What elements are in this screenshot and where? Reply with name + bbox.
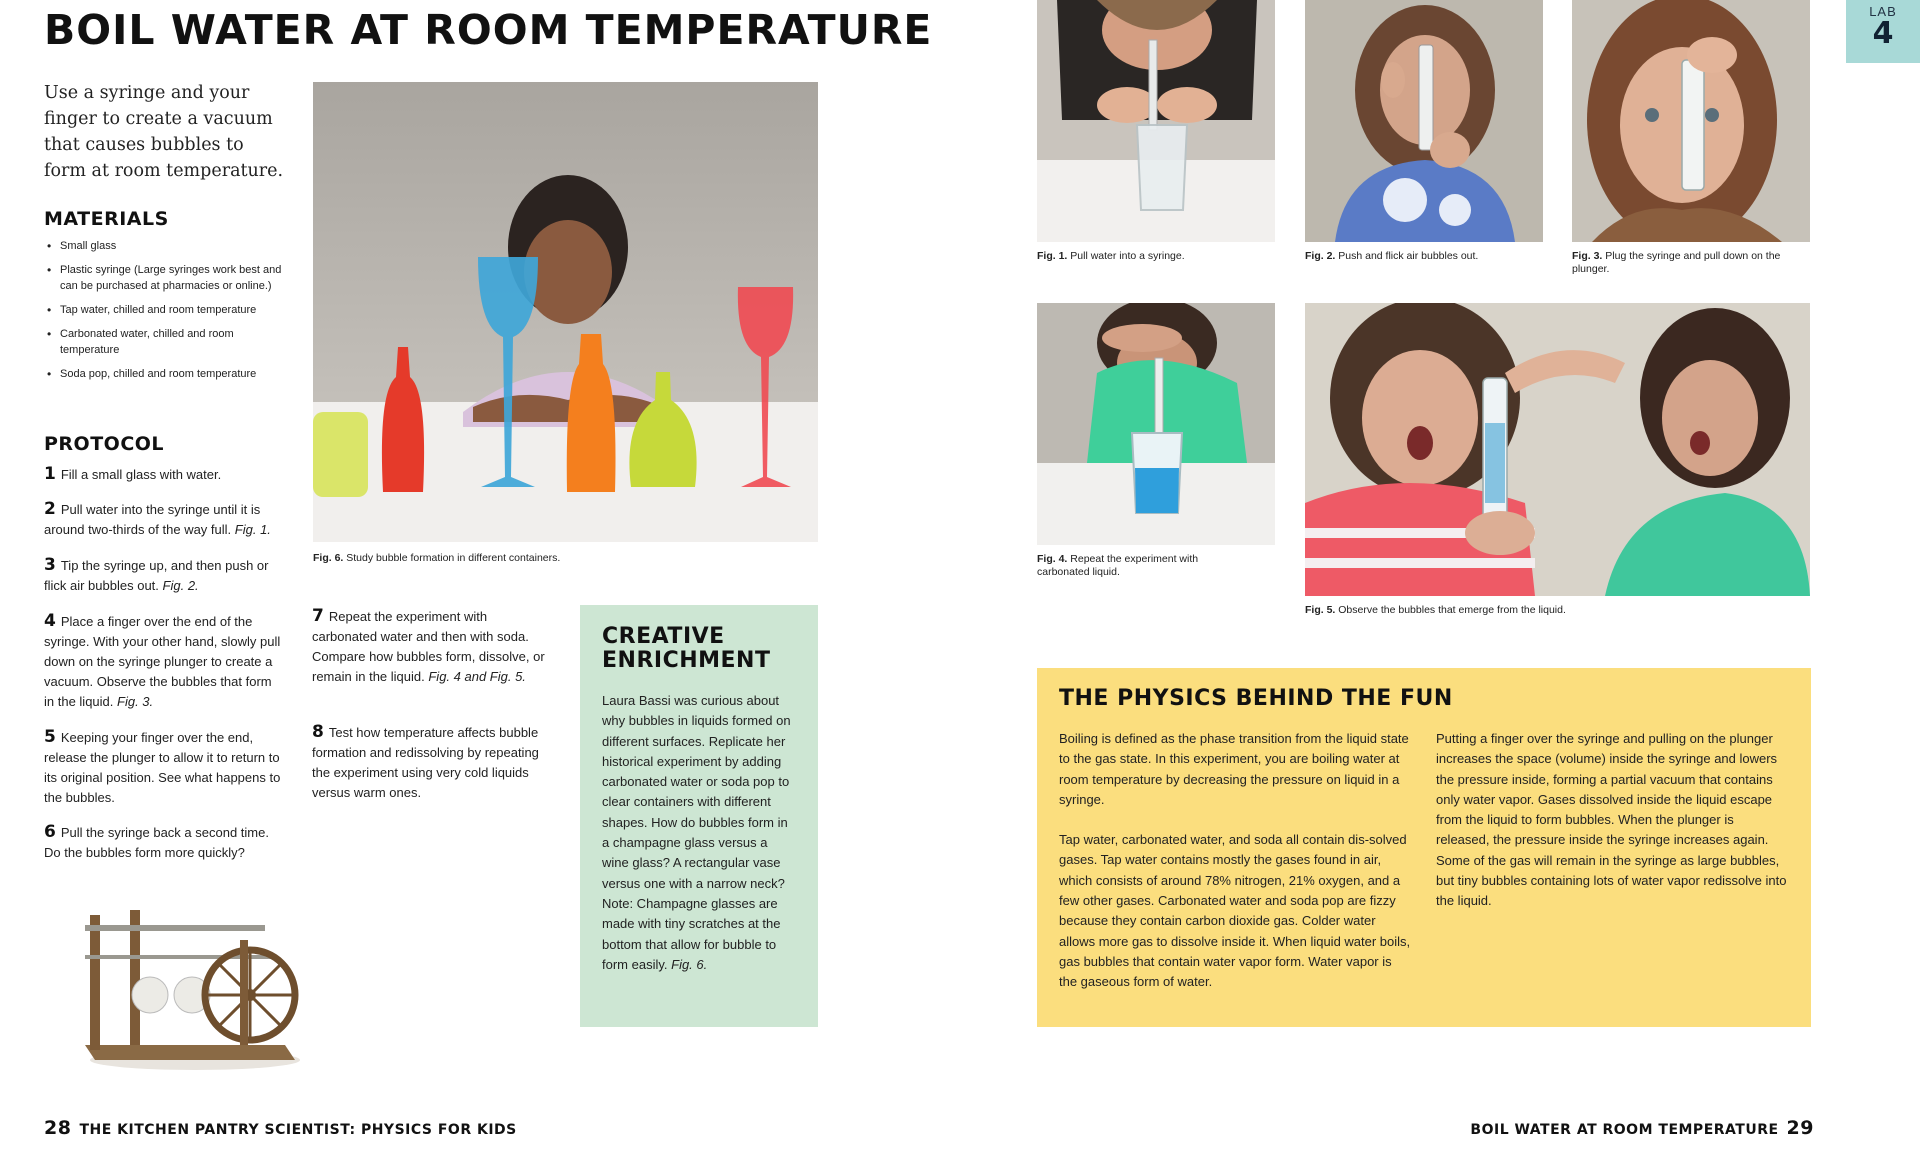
fig6-caption: Fig. 6. Study bubble formation in different containers.: [313, 552, 561, 564]
lab-label: LAB: [1869, 4, 1897, 19]
protocol-heading: PROTOCOL: [44, 433, 165, 455]
fig5-photo: [1305, 303, 1810, 596]
materials-list: [44, 238, 284, 390]
protocol-step: 6 Pull the syringe back a second time. Do the bubbles form more quickly?: [44, 822, 269, 860]
carbonated-liquid-image: [1037, 303, 1275, 545]
fig1-photo: [1037, 0, 1275, 242]
materials-heading: MATERIALS: [44, 208, 169, 230]
fig2-photo: [1305, 0, 1543, 242]
colored-containers-image: [313, 82, 818, 542]
material-item: • Soda pop, chilled and room temperature: [44, 366, 284, 382]
physics-column-2: [1436, 729, 1789, 1013]
protocol-step: 2 Pull water into the syringe until it is around two-thirds of the way full. Fig. 1.: [44, 499, 271, 537]
physics-paragraph: Boiling is defined as the phase transition from the liquid state to the gas state. In this experiment, you are boiling water at room temperature by decreasing the pressure on liquid in a syringe.: [1059, 731, 1409, 807]
fig2-caption: Fig. 2. Push and flick air bubbles out.: [1305, 250, 1479, 262]
creative-text: Laura Bassi was curious about why bubbles in liquids formed on different surfaces. Replicate her historical experiment by adding carbonated water or soda pop to clear containers with different shapes. How do bubbles form in a champagne glass versus a wine glass? A rectangular vase versus one with a narrow neck? Note: Champagne glasses are made with tiny scratches at the bottom that allow for bubble to form easily. Fig. 6.: [602, 693, 791, 972]
flick-bubbles-image: [1305, 0, 1543, 242]
material-item: • Carbonated water, chilled and room temperature: [44, 326, 284, 358]
protocol-step: 8 Test how temperature affects bubble formation and redissolving by repeating the experiment using very cold liquids versus warm ones.: [312, 722, 539, 800]
page-number-right: 29: [1786, 1117, 1814, 1139]
plug-syringe-image: [1572, 0, 1810, 242]
physics-heading: THE PHYSICS BEHIND THE FUN: [1059, 686, 1453, 711]
lab-tab: [1846, 0, 1920, 63]
page-number-left: 28: [44, 1117, 72, 1139]
chapter-title: BOIL WATER AT ROOM TEMPERATURE: [1470, 1122, 1779, 1138]
protocol-step: 3 Tip the syringe up, and then push or flick air bubbles out. Fig. 2.: [44, 555, 269, 593]
creative-enrichment-box: [580, 605, 818, 1027]
fig3-photo: [1572, 0, 1810, 242]
protocol-step: 4 Place a finger over the end of the syringe. With your other hand, slowly pull down on the syringe plunger to create a vacuum. Observe the bubbles that form in the liquid. Fig. 3.: [44, 611, 281, 709]
physics-paragraph: Tap water, carbonated water, and soda all contain dis-solved gases. Tap water contains mostly the gases found in air, which consists of around 78% nitrogen, 21% oxygen, and a few other gases. Carbonated water and soda pop are fizzy because they contain carbon dioxide gas. Colder water allows more gas to dissolve inside it. When liquid water boils, gas bubbles that contain water vapor form. Water vapor is the gaseous form of water.: [1059, 832, 1411, 990]
protocol-step: 7 Repeat the experiment with carbonated water and then with soda. Compare how bubbles form, dissolve, or remain in the liquid. Fig. 4 and Fig. 5.: [312, 606, 545, 684]
physics-columns: [1059, 729, 1789, 1013]
spinning-wheel-icon: [80, 895, 310, 1075]
fig5-caption: Fig. 5. Observe the bubbles that emerge from the liquid.: [1305, 604, 1566, 616]
footer-right: [1470, 1117, 1814, 1139]
material-item: • Plastic syringe (Large syringes work best and can be purchased at pharmacies or online.): [44, 262, 284, 294]
intro-text: Use a syringe and your finger to create a vacuum that causes bubbles to form at room temperature.: [44, 83, 284, 181]
pull-water-image: [1037, 0, 1275, 242]
physics-box: [1037, 668, 1811, 1027]
creative-heading: CREATIVE ENRICHMENT: [602, 624, 771, 673]
book-title: THE KITCHEN PANTRY SCIENTIST: PHYSICS FOR KIDS: [79, 1122, 517, 1138]
physics-paragraph: Putting a finger over the syringe and pulling on the plunger increases the space (volume) inside the syringe and lowers the pressure inside, forming a partial vacuum that contains only water vapor. Gases dissolved inside the liquid escape from the liquid to form bubbles. When the plunger is released, the pressure inside the syringe increases again. Some of the gas will remain in the syringe as large bubbles, but tiny bubbles containing lots of water vapor redissolve into the liquid.: [1436, 731, 1787, 909]
fig4-photo: [1037, 303, 1275, 545]
fig4-caption: Fig. 4. Repeat the experiment with carbonated liquid.: [1037, 553, 1199, 578]
physics-column-1: [1059, 729, 1412, 1013]
bubbles-emerge-image: [1305, 303, 1810, 596]
protocol-step: 5 Keeping your finger over the end, release the plunger to allow it to return to its original position. See what happens to the bubbles.: [44, 727, 281, 805]
footer-left: [44, 1117, 517, 1139]
page-title: BOIL WATER AT ROOM TEMPERATURE: [44, 6, 933, 54]
protocol-step: 1 Fill a small glass with water.: [44, 464, 222, 484]
fig3-caption: Fig. 3. Plug the syringe and pull down on the plunger.: [1572, 250, 1781, 275]
spinning-wheel-illustration: [80, 895, 310, 1075]
lab-number: 4: [1872, 16, 1894, 51]
fig6-photo: [313, 82, 818, 542]
material-item: • Tap water, chilled and room temperature: [44, 302, 284, 318]
fig1-caption: Fig. 1. Pull water into a syringe.: [1037, 250, 1185, 262]
material-item: • Small glass: [44, 238, 284, 254]
